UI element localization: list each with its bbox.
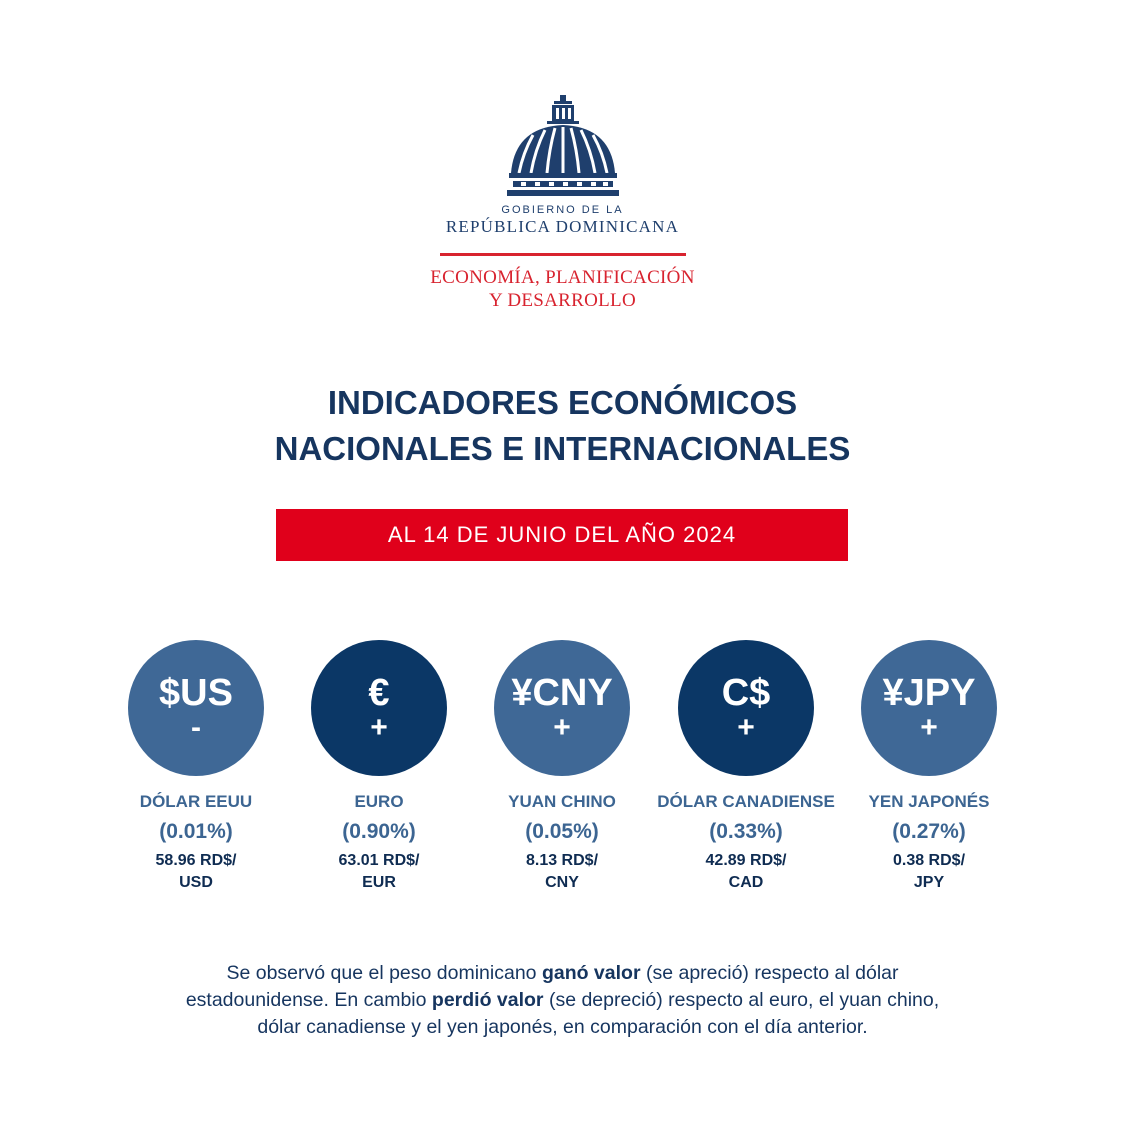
exchange-rate-value: 63.01 RD$/ — [338, 852, 420, 869]
exchange-rate — [284, 850, 474, 894]
currency-name: DÓLAR EEUU — [139, 792, 253, 811]
change-sign: + — [553, 711, 571, 744]
ministry-name — [0, 266, 1125, 312]
change-sign: + — [737, 711, 755, 744]
currency-card-cad — [651, 640, 841, 894]
currency-card-eur — [284, 640, 474, 894]
government-label: GOBIERNO DE LA — [501, 204, 624, 216]
note-text: (se apreció) respecto al dólar estadounidense. En cambio — [185, 962, 899, 1011]
currency-name: EURO — [354, 792, 404, 811]
exchange-rate-code: USD — [179, 874, 213, 891]
ministry-name-line1: ECONOMÍA, PLANIFICACIÓN — [430, 267, 695, 288]
note-emphasis-gain: ganó valor — [541, 962, 641, 984]
currency-badge — [678, 640, 814, 776]
note-text: (se depreció) respecto al euro, el yuan chino, dólar canadiense y el yen japonés, en comparación con el día anterior. — [257, 989, 940, 1038]
change-percent: (0.90%) — [342, 820, 416, 843]
page-title-line2: NACIONALES E INTERNACIONALES — [274, 430, 851, 467]
currency-name: YUAN CHINO — [508, 792, 616, 811]
currency-name: DÓLAR CANADIENSE — [657, 792, 835, 811]
currency-card-usd — [101, 640, 291, 894]
page-title — [0, 380, 1125, 472]
summary-note — [170, 960, 955, 1041]
exchange-rate-code: EUR — [362, 874, 396, 891]
dome-emblem-icon — [507, 95, 619, 200]
currency-symbol: $US — [159, 672, 233, 714]
currency-badge — [861, 640, 997, 776]
exchange-rate — [651, 850, 841, 894]
exchange-rate — [834, 850, 1024, 894]
change-sign: - — [191, 711, 201, 744]
change-percent: (0.01%) — [159, 820, 233, 843]
exchange-rate-code: CAD — [728, 874, 764, 891]
change-percent: (0.33%) — [709, 820, 783, 843]
note-text: Se observó que el peso dominicano — [226, 962, 542, 984]
exchange-rate — [101, 850, 291, 894]
change-sign: + — [920, 711, 938, 744]
currency-badge — [128, 640, 264, 776]
change-sign: + — [370, 711, 388, 744]
exchange-rate-code: CNY — [545, 874, 579, 891]
currency-symbol: ¥JPY — [882, 672, 976, 714]
date-banner: AL 14 DE JUNIO DEL AÑO 2024 — [276, 509, 848, 561]
currency-symbol: € — [368, 672, 390, 714]
country-label: REPÚBLICA DOMINICANA — [445, 217, 680, 236]
page-title-line1: INDICADORES ECONÓMICOS — [327, 384, 798, 421]
exchange-rate-code: JPY — [913, 874, 945, 891]
exchange-rate-value: 0.38 RD$/ — [892, 852, 966, 869]
currency-badge — [494, 640, 630, 776]
currency-badge — [311, 640, 447, 776]
exchange-rate-value: 8.13 RD$/ — [525, 852, 599, 869]
currency-card-jpy — [834, 640, 1024, 894]
logo-divider — [440, 253, 686, 256]
currency-card-cny — [467, 640, 657, 894]
exchange-rate-value: 58.96 RD$/ — [155, 852, 237, 869]
note-emphasis-loss: perdió valor — [431, 989, 544, 1011]
exchange-rate — [467, 850, 657, 894]
ministry-name-line2: Y DESARROLLO — [489, 290, 636, 311]
government-logo — [0, 95, 1125, 312]
exchange-rate-value: 42.89 RD$/ — [705, 852, 787, 869]
currency-name: YEN JAPONÉS — [868, 792, 990, 811]
change-percent: (0.27%) — [892, 820, 966, 843]
change-percent: (0.05%) — [525, 820, 599, 843]
currency-symbol: C$ — [721, 672, 771, 714]
currency-symbol: ¥CNY — [511, 672, 613, 714]
